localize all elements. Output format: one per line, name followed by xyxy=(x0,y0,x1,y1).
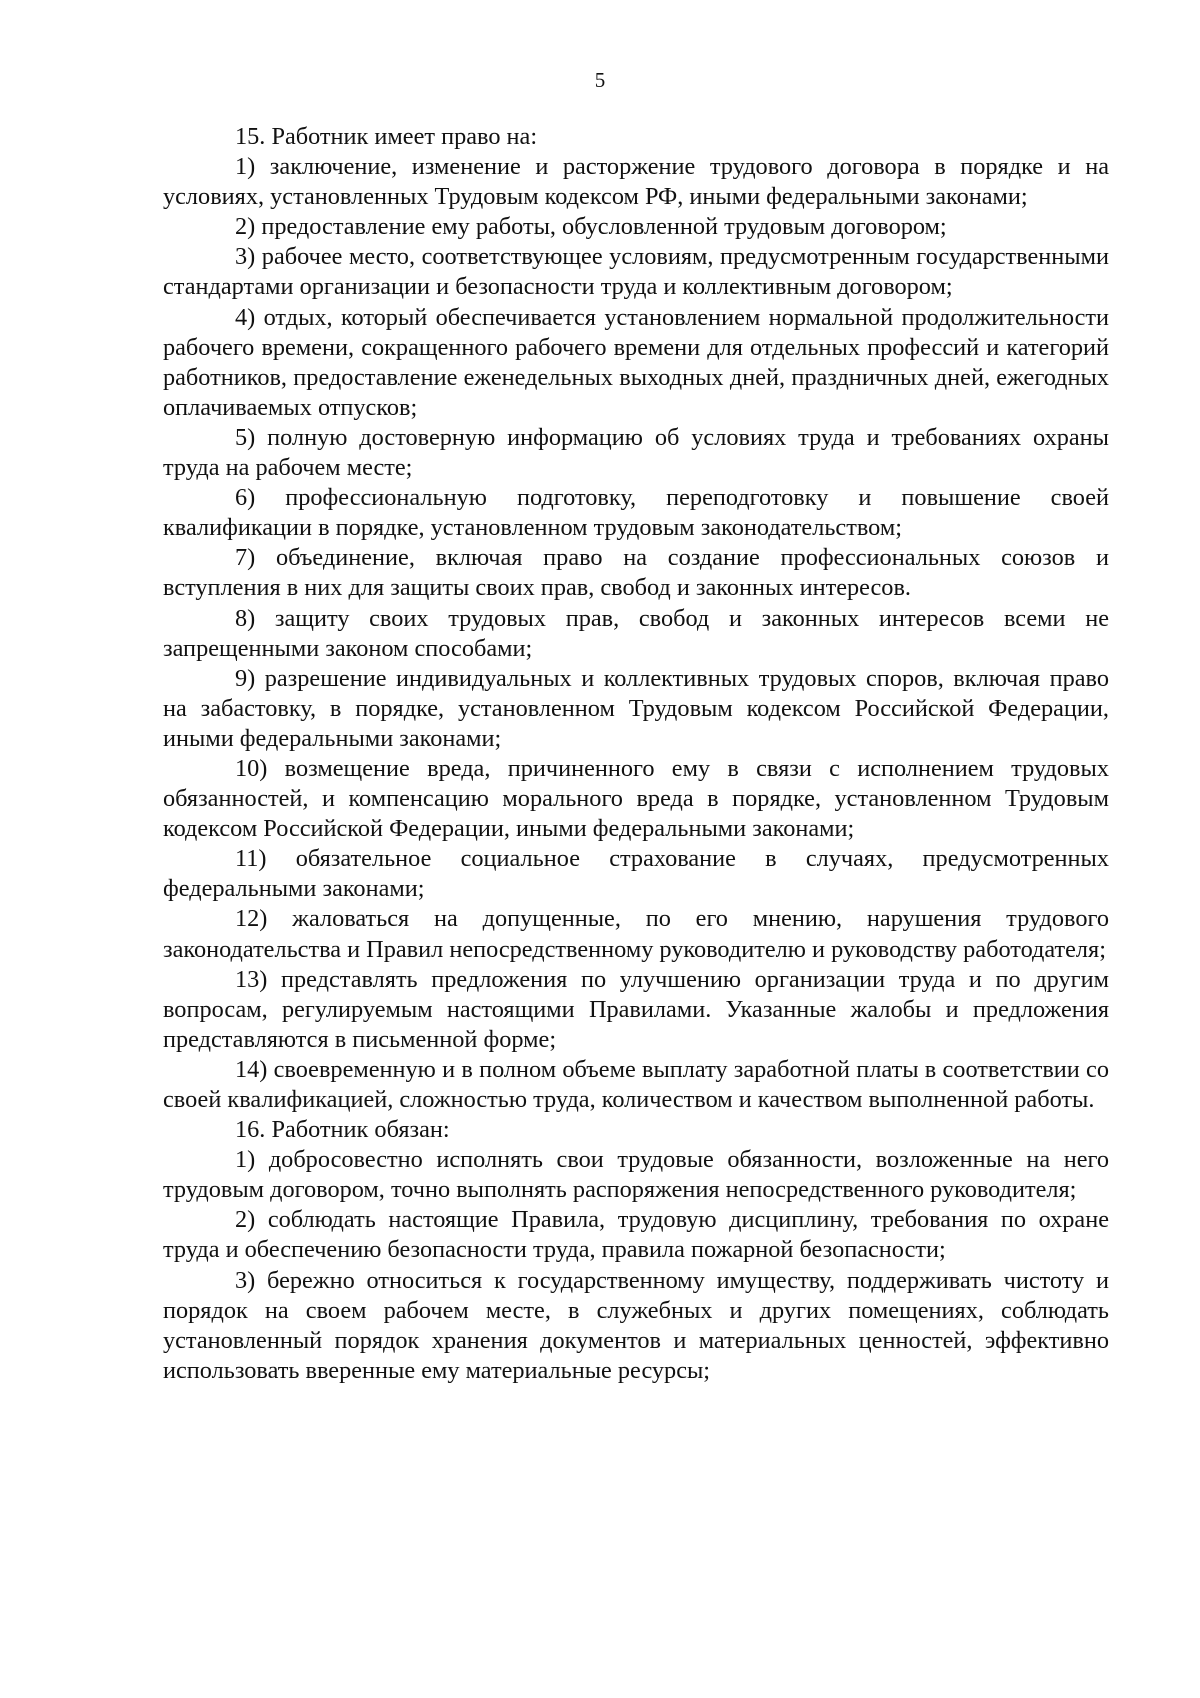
paragraph-15-item-7: 7) объединение, включая право на создание профессиональных союзов и вступления в них для защиты своих прав, свобод и законных интересов. xyxy=(163,544,1109,602)
paragraph-15-item-2: 2) предоставление ему работы, обусловленной трудовым договором; xyxy=(235,213,947,241)
paragraph-16-item-2: 2) соблюдать настоящие Правила, трудовую дисциплину, требования по охране труда и обеспечению безопасности труда, правила пожарной безопасности; xyxy=(163,1206,1109,1264)
paragraph-15-item-14: 14) своевременную и в полном объеме выплату заработной платы в соответствии со своей квалификацией, сложностью труда, количеством и качеством выполненной работы. xyxy=(163,1055,1109,1113)
paragraph-15-heading: 15. Работник имеет право на: xyxy=(235,123,538,150)
paragraph-15-item-12: 12) жаловаться на допущенные, по его мнению, нарушения трудового законодательства и Правил непосредственному руководителю и руководству работодателя; xyxy=(163,905,1109,963)
paragraph-15-item-1: 1) заключение, изменение и расторжение трудового договора в порядке и на условиях, установленных Трудовым кодексом РФ, иными федеральными законами; xyxy=(163,153,1109,211)
paragraph-15-item-8: 8) защиту своих трудовых прав, свобод и законных интересов всеми не запрещенными законом способами; xyxy=(163,604,1109,662)
paragraph-15-item-3: 3) рабочее место, соответствующее условиям, предусмотренным государственными стандартами организации и безопасности труда и коллективным договором; xyxy=(163,243,1109,301)
paragraph-15-item-13: 13) представлять предложения по улучшению организации труда и по другим вопросам, регулируемым настоящими Правилами. Указанные жалобы и предложения представляются в письменной форме; xyxy=(163,965,1109,1053)
paragraph-15-item-5: 5) полную достоверную информацию об условиях труда и требованиях охраны труда на рабочем месте; xyxy=(163,423,1109,482)
document-body xyxy=(163,122,1109,1386)
paragraph-15-item-11: 11) обязательное социальное страхование в случаях, предусмотренных федеральными законами; xyxy=(163,845,1109,903)
paragraph-16-item-1: 1) добросовестно исполнять свои трудовые обязанности, возложенные на него трудовым договором, точно выполнять распоряжения непосредственного руководителя; xyxy=(163,1146,1109,1204)
paragraph-15-item-9: 9) разрешение индивидуальных и коллективных трудовых споров, включая право на забастовку, в порядке, установленном Трудовым кодексом Российской Федерации, иными федеральными законами; xyxy=(163,664,1109,752)
page-number: 5 xyxy=(594,68,606,92)
paragraph-15-item-10: 10) возмещение вреда, причиненного ему в связи с исполнением трудовых обязанностей, и компенсацию морального вреда в порядке, установленном Трудовым кодексом Российской Федерации, иными федеральными законами; xyxy=(163,754,1109,843)
paragraph-15-item-6: 6) профессиональную подготовку, переподготовку и повышение своей квалификации в порядке, установленном трудовым законодательством; xyxy=(163,484,1109,542)
paragraph-16-heading: 16. Работник обязан: xyxy=(235,1116,450,1144)
paragraph-16-item-3: 3) бережно относиться к государственному имуществу, поддерживать чистоту и порядок на своем рабочем месте, в служебных и других помещениях, соблюдать установленный порядок хранения документов и материальных ценностей, эффективно использовать вверенные ему материальные ресурсы; xyxy=(163,1266,1109,1384)
paragraph-15-item-4: 4) отдых, который обеспечивается установлением нормальной продолжительности рабочего времени, сокращенного рабочего времени для отдельных профессий и категорий работников, предоставление еженедельных выходных дней, праздничных дней, ежегодных оплачиваемых отпусков; xyxy=(163,303,1109,421)
